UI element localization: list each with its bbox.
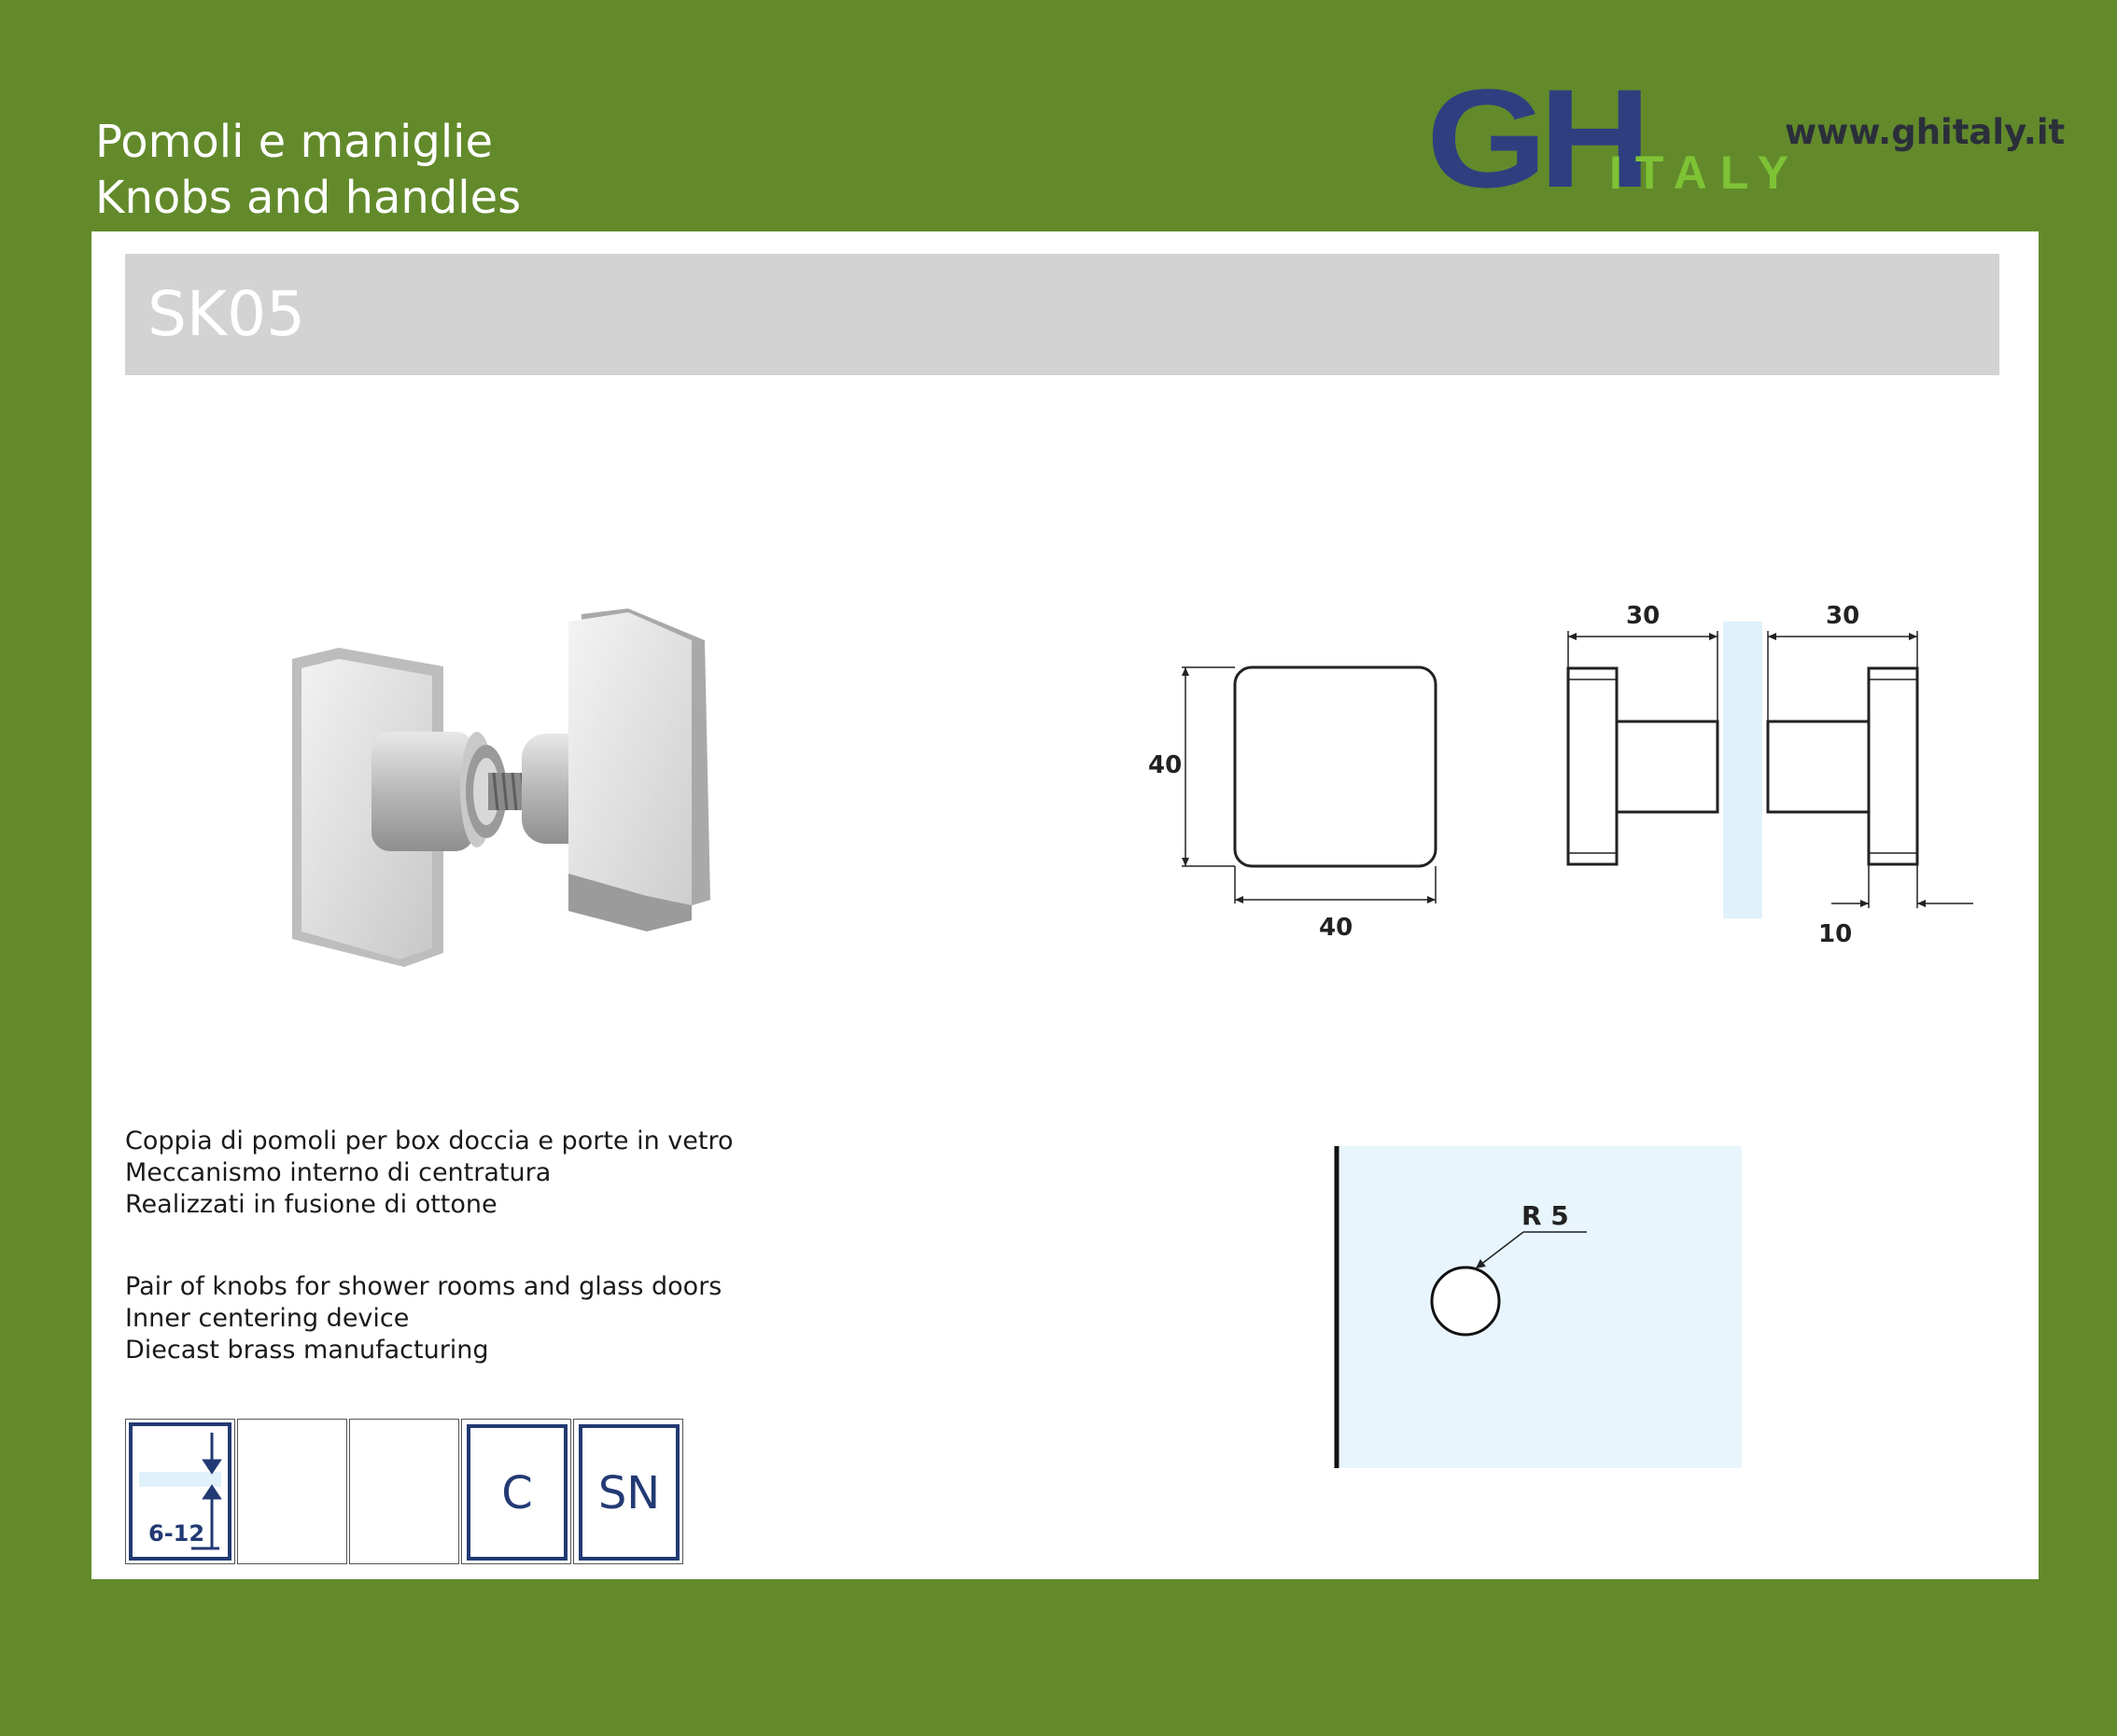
radius-label: R 5 [1521, 1200, 1569, 1231]
desc-en-line: Pair of knobs for shower rooms and glass doors [125, 1272, 722, 1301]
logo-main-text: GH [1426, 60, 1643, 217]
front-height-label: 40 [1148, 751, 1183, 779]
desc-it-line: Coppia di pomoli per box doccia e porte in vetro [125, 1127, 734, 1155]
finish-chrome-box [461, 1419, 571, 1564]
empty-finish-slot [237, 1419, 347, 1564]
product-photo [273, 528, 796, 976]
header-titles [95, 114, 521, 226]
side-left-label: 30 [1626, 602, 1661, 630]
thickness-label: 6-12 [148, 1520, 205, 1547]
desc-en-line: Diecast brass manufacturing [125, 1336, 489, 1365]
finish-satin-nickel-label: SN [597, 1467, 661, 1519]
title-english: Knobs and handles [95, 172, 522, 224]
glass-thickness-box [125, 1419, 235, 1564]
glass-detail-area [1335, 1146, 1742, 1468]
glass-hole-detail [1335, 1146, 1745, 1473]
desc-it-line: Realizzati in fusione di ottone [125, 1190, 498, 1219]
technical-drawing [1006, 586, 1986, 959]
glass-panel [1723, 622, 1762, 918]
product-code-bar [125, 254, 1999, 375]
product-sheet [91, 231, 2039, 1579]
finish-options-row [125, 1419, 685, 1564]
front-view-outline [1235, 667, 1436, 866]
logo-sub-text: ITALY [1609, 147, 1802, 199]
gh-italy-logo [1426, 60, 1802, 217]
desc-en-line: Inner centering device [125, 1304, 410, 1333]
empty-finish-slot [349, 1419, 459, 1564]
hole-circle [1432, 1267, 1499, 1335]
depth-label: 10 [1818, 920, 1853, 948]
finish-chrome-label: C [501, 1467, 533, 1519]
description-english [125, 1271, 722, 1366]
front-width-label: 40 [1319, 914, 1353, 942]
glass-thickness-icon [126, 1420, 234, 1563]
title-italian: Pomoli e maniglie [95, 116, 494, 168]
description-italian [125, 1126, 734, 1221]
side-right-label: 30 [1826, 602, 1860, 630]
finish-satin-nickel-frame [579, 1424, 680, 1561]
product-code: SK05 [147, 278, 306, 350]
desc-it-line: Meccanismo interno di centratura [125, 1158, 552, 1187]
finish-satin-nickel-box [573, 1419, 683, 1564]
finish-chrome-frame [467, 1424, 568, 1561]
website-link[interactable]: www.ghitaly.it [1785, 112, 2066, 152]
